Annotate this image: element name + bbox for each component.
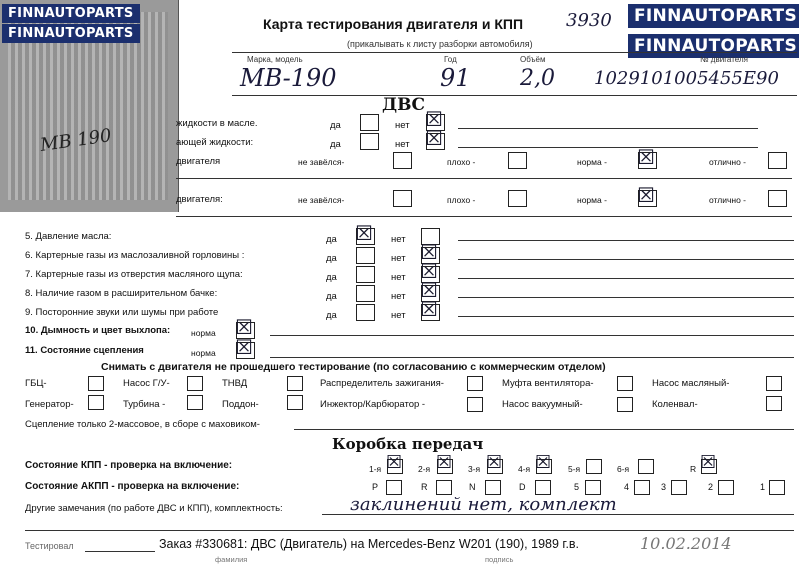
- item-generator-box[interactable]: [88, 395, 104, 410]
- row4-box-bad[interactable]: [508, 190, 527, 207]
- col-label-engine-no: № двигателя: [700, 55, 748, 64]
- row5-rule: [458, 240, 794, 241]
- form-subtitle: (прикалывать к листу разборки автомобиля): [347, 39, 533, 49]
- remarks-label: Другие замечания (по работе ДВС и КПП), комплектность:: [25, 503, 283, 514]
- gear-3-box[interactable]: [486, 452, 503, 474]
- akpp-1-box[interactable]: [769, 480, 785, 495]
- item-oil-pump-label: Насос масляный-: [652, 378, 730, 389]
- item-fan-clutch-label: Муфта вентилятора-: [502, 378, 594, 389]
- item-injector-label: Инжектор/Карбюратор -: [320, 399, 426, 410]
- tested-label: Тестировал: [25, 541, 74, 551]
- akpp-5-label: 5: [574, 482, 580, 492]
- row7-label: 7. Картерные газы из отверстия масляного щупа:: [25, 269, 243, 280]
- kpp-label: Состояние КПП - проверка на включение:: [25, 460, 233, 471]
- row7-rule: [458, 278, 794, 279]
- row2-label: ающей жидкости:: [176, 137, 254, 148]
- check-mark-icon: ☒: [637, 145, 655, 169]
- item-gbc-box[interactable]: [88, 376, 104, 391]
- col-label-model: Марка, модель: [247, 55, 303, 64]
- item-injector-box[interactable]: [467, 397, 483, 412]
- dvs-title: ДВС: [382, 95, 426, 115]
- check-mark-icon: ☒: [420, 259, 438, 283]
- akpp-3-box[interactable]: [671, 480, 687, 495]
- row4-box-no-start[interactable]: [393, 190, 412, 207]
- removal-title: Снимать с двигателя не прошедшего тестирование (по согласованию с коммерческим отделом): [101, 361, 606, 373]
- gear-r-box[interactable]: [700, 452, 717, 474]
- row1-yes-box[interactable]: [360, 114, 379, 131]
- gear-4-label: 4-я: [518, 464, 531, 474]
- row3-opt-norm: норма -: [577, 157, 607, 167]
- row9-label: 9. Посторонние звуки или шумы при работе: [25, 307, 219, 318]
- check-mark-icon: ☒: [700, 452, 717, 473]
- row3-opt-no-start: не завёлся-: [298, 157, 345, 167]
- handwritten-number: 3930: [566, 10, 612, 31]
- row7-no-label: нет: [391, 272, 406, 283]
- akpp-2-box[interactable]: [718, 480, 734, 495]
- check-mark-icon: ☒: [235, 335, 253, 359]
- row2-rule: [458, 147, 758, 148]
- remarks-value: заклинений нет, комплект: [350, 494, 617, 515]
- gear-5-box[interactable]: [586, 459, 602, 474]
- signature-label: подпись: [485, 555, 514, 564]
- brand-logo-right-1: FINNAUTOPARTS: [628, 4, 799, 28]
- row9-no-label: нет: [391, 310, 406, 321]
- gear-1-label: 1-я: [369, 464, 382, 474]
- item-pump-gu-box[interactable]: [187, 376, 203, 391]
- row6-yes-label: да: [326, 253, 337, 264]
- row10-label: 10. Дымность и цвет выхлопа:: [25, 325, 171, 336]
- check-mark-icon: ☒: [637, 183, 655, 207]
- row1-yes-label: да: [330, 120, 341, 131]
- akpp-4-box[interactable]: [634, 480, 650, 495]
- row4-label: двигателя:: [176, 194, 223, 205]
- row3-rule: [176, 178, 792, 179]
- row6-rule: [458, 259, 794, 260]
- row9-no-box[interactable]: [420, 297, 440, 321]
- row6-no-label: нет: [391, 253, 406, 264]
- akpp-4-label: 4: [624, 482, 630, 492]
- check-mark-icon: ☒: [420, 240, 438, 264]
- brand-logo-right-2: FINNAUTOPARTS: [628, 34, 799, 58]
- item-distributor-box[interactable]: [467, 376, 483, 391]
- order-caption: Заказ #330681: ДВС (Двигатель) на Mercedes-Benz W201 (190), 1989 г.в.: [159, 537, 580, 551]
- form-title: Карта тестирования двигателя и КПП: [263, 16, 524, 32]
- surname-label: фамилия: [215, 555, 248, 564]
- row1-label: жидкости в масле.: [176, 118, 258, 129]
- row5-yes-box[interactable]: [355, 221, 375, 245]
- row11-rule: [270, 357, 794, 358]
- row6-yes-box[interactable]: [356, 247, 375, 264]
- check-mark-icon: ☒: [420, 278, 438, 302]
- row4-opt-bad: плохо -: [447, 195, 476, 205]
- item-generator-label: Генератор-: [25, 399, 74, 410]
- item-pan-box[interactable]: [287, 395, 303, 410]
- gear-4-box[interactable]: [535, 452, 552, 474]
- row2-yes-label: да: [330, 139, 341, 150]
- row8-no-label: нет: [391, 291, 406, 302]
- row3-opt-bad: плохо -: [447, 157, 476, 167]
- gearbox-title: Коробка передач: [332, 435, 484, 453]
- clutch-rule: [294, 429, 794, 430]
- row6-label: 6. Картерные газы из маслозаливной горловины :: [25, 250, 245, 261]
- row8-label: 8. Наличие газом в расширительном бачке:: [25, 288, 218, 299]
- akpp-2-label: 2: [708, 482, 714, 492]
- row11-norm-label: норма: [191, 348, 216, 358]
- row9-rule: [458, 316, 794, 317]
- akpp-d-label: D: [519, 482, 526, 492]
- item-gbc-label: ГБЦ-: [25, 378, 47, 389]
- row9-yes-label: да: [326, 310, 337, 321]
- row4-opt-excellent: отлично -: [709, 195, 746, 205]
- remarks-rule-2: [25, 530, 794, 531]
- row2-yes-box[interactable]: [360, 133, 379, 150]
- check-mark-icon: ☒: [535, 452, 552, 473]
- item-turbine-label: Турбина -: [123, 399, 166, 410]
- item-pan-label: Поддон-: [222, 399, 259, 410]
- header-rule-top: [232, 52, 797, 53]
- item-distributor-label: Распределитель зажигания-: [320, 378, 444, 389]
- header-rule-bottom: [232, 95, 797, 96]
- check-mark-icon: ☒: [425, 107, 443, 131]
- item-tnvd-label: ТНВД: [222, 378, 248, 389]
- akpp-n-label: N: [469, 482, 476, 492]
- item-tnvd-box[interactable]: [287, 376, 303, 391]
- akpp-p-label: P: [372, 482, 379, 492]
- check-mark-icon: ☒: [235, 315, 253, 339]
- gear-5-label: 5-я: [568, 464, 581, 474]
- gear-1-box[interactable]: [386, 452, 403, 474]
- tested-rule: [85, 551, 155, 552]
- item-turbine-box[interactable]: [187, 395, 203, 410]
- akpp-n-box[interactable]: [485, 480, 501, 495]
- col-label-year: Год: [444, 55, 457, 64]
- date-value: 10.02.2014: [640, 534, 732, 553]
- check-mark-icon: ☒: [420, 297, 438, 321]
- akpp-r-box[interactable]: [436, 480, 452, 495]
- row8-yes-box[interactable]: [356, 285, 375, 302]
- gear-3-label: 3-я: [468, 464, 481, 474]
- gear-2-label: 2-я: [418, 464, 431, 474]
- row5-label: 5. Давление масла:: [25, 231, 112, 242]
- gear-6-box[interactable]: [638, 459, 654, 474]
- col-label-volume: Объём: [520, 55, 546, 64]
- gear-r-label: R: [690, 464, 697, 474]
- row3-box-no-start[interactable]: [393, 152, 412, 169]
- item-pump-gu-label: Насос Г/У-: [123, 378, 170, 389]
- brand-logo-left-1: FINNAUTOPARTS: [2, 4, 140, 23]
- check-mark-icon: ☒: [386, 452, 403, 473]
- row3-box-bad[interactable]: [508, 152, 527, 169]
- row10-rule: [270, 335, 794, 336]
- year-value: 91: [440, 64, 471, 92]
- row4-opt-norm: норма -: [577, 195, 607, 205]
- item-vacuum-pump-label: Насос вакуумный-: [502, 399, 583, 410]
- row4-box-excellent[interactable]: [768, 190, 787, 207]
- row8-rule: [458, 297, 794, 298]
- row5-yes-label: да: [326, 234, 337, 245]
- row2-no-label: нет: [395, 139, 410, 150]
- check-mark-icon: ☒: [355, 221, 373, 245]
- row1-no-label: нет: [395, 120, 410, 131]
- row11-norm-box[interactable]: [235, 335, 255, 359]
- row2-no-box[interactable]: [425, 126, 445, 150]
- row9-yes-box[interactable]: [356, 304, 375, 321]
- row5-no-label: нет: [391, 234, 406, 245]
- row11-label: 11. Состояние сцепления: [25, 345, 144, 356]
- akpp-1-label: 1: [760, 482, 766, 492]
- volume-value: 2,0: [520, 66, 555, 91]
- model-value: MB-190: [240, 64, 337, 92]
- row3-box-excellent[interactable]: [768, 152, 787, 169]
- brand-logo-left-2: FINNAUTOPARTS: [2, 24, 140, 43]
- row7-yes-box[interactable]: [356, 266, 375, 283]
- item-crankshaft-box[interactable]: [766, 396, 782, 411]
- row1-rule: [458, 128, 758, 129]
- akpp-p-box[interactable]: [386, 480, 402, 495]
- akpp-3-label: 3: [661, 482, 667, 492]
- row7-yes-label: да: [326, 272, 337, 283]
- engine-no-value: 1029101005455E90: [594, 68, 779, 89]
- row3-box-norm[interactable]: [637, 145, 657, 169]
- akpp-r-label: R: [421, 482, 428, 492]
- gear-2-box[interactable]: [436, 452, 453, 474]
- row4-box-norm[interactable]: [637, 183, 657, 207]
- akpp-d-box[interactable]: [535, 480, 551, 495]
- clutch-label: Сцепление только 2-массовое, в сборе с маховиком-: [25, 419, 260, 430]
- row10-norm-label: норма: [191, 328, 216, 338]
- item-fan-clutch-box[interactable]: [617, 376, 633, 391]
- item-vacuum-pump-box[interactable]: [617, 397, 633, 412]
- row3-label: двигателя: [176, 156, 221, 167]
- check-mark-icon: ☒: [425, 126, 443, 150]
- row3-opt-excellent: отлично -: [709, 157, 746, 167]
- row4-rule: [176, 216, 792, 217]
- row8-yes-label: да: [326, 291, 337, 302]
- akpp-5-box[interactable]: [585, 480, 601, 495]
- akpp-label: Состояние АКПП - проверка на включение:: [25, 481, 240, 492]
- item-crankshaft-label: Коленвал-: [652, 399, 698, 410]
- item-oil-pump-box[interactable]: [766, 376, 782, 391]
- row4-opt-no-start: не завёлся-: [298, 195, 345, 205]
- check-mark-icon: ☒: [486, 452, 503, 473]
- photo-handwritten-label: MB 190: [38, 125, 113, 156]
- check-mark-icon: ☒: [436, 452, 453, 473]
- gear-6-label: 6-я: [617, 464, 630, 474]
